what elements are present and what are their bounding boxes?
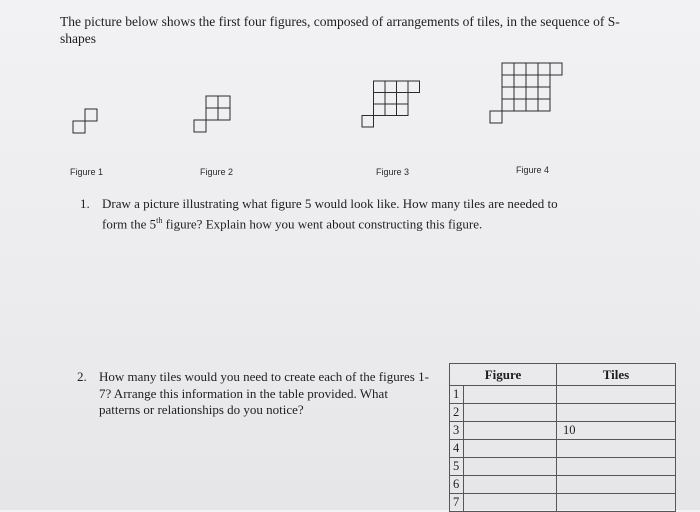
table-row xyxy=(450,476,676,494)
figure-3-drawing xyxy=(361,80,421,128)
tile xyxy=(362,116,374,128)
tile xyxy=(526,75,538,87)
tile xyxy=(526,99,538,111)
tile xyxy=(73,121,85,133)
tile xyxy=(218,108,230,120)
table-row xyxy=(450,494,676,512)
figure-number-cell: 4 xyxy=(450,440,464,458)
tile xyxy=(526,63,538,75)
figure-number-cell: 7 xyxy=(450,494,464,512)
tile xyxy=(538,75,550,87)
tile xyxy=(85,109,97,121)
question-1-number: 1. xyxy=(80,196,90,211)
figure-empty-cell[interactable] xyxy=(464,422,557,440)
intro-text: The picture below shows the first four figures, composed of arrangements of tiles, in the sequence of S-shapes xyxy=(60,14,620,46)
tiles-cell[interactable] xyxy=(557,386,676,404)
tile xyxy=(514,99,526,111)
figure-4-label: Figure 4 xyxy=(516,165,550,175)
figure-empty-cell[interactable] xyxy=(464,386,557,404)
tile xyxy=(502,99,514,111)
table-row xyxy=(450,440,676,458)
table-row xyxy=(450,458,676,476)
figure-number-cell: 3 xyxy=(450,422,464,440)
tile xyxy=(502,87,514,99)
table-row xyxy=(450,404,676,422)
tile xyxy=(218,96,230,108)
tile xyxy=(397,81,409,93)
table-header-tiles: Tiles xyxy=(557,364,676,386)
table-row xyxy=(450,422,676,440)
tile-figure xyxy=(193,95,231,133)
tile-figure xyxy=(489,62,563,124)
question-1-text: Draw a picture illustrating what figure 5 would look like. How many tiles are needed to form the 5th figure? Explain how you went about constructing this figure. xyxy=(102,196,558,231)
tile xyxy=(526,87,538,99)
question-2-text: How many tiles would you need to create each of the figures 1-7? Arrange this information in the table provided. What patterns or relationships do you notice? xyxy=(99,369,429,417)
figure-empty-cell[interactable] xyxy=(464,458,557,476)
tile xyxy=(206,108,218,120)
tiles-cell[interactable] xyxy=(557,494,676,512)
table-header-row xyxy=(450,364,676,386)
figure-empty-cell[interactable] xyxy=(464,404,557,422)
tile xyxy=(538,87,550,99)
question-2 xyxy=(77,369,432,419)
tile xyxy=(514,75,526,87)
tile xyxy=(514,87,526,99)
tiles-cell[interactable] xyxy=(557,476,676,494)
figure-2-label: Figure 2 xyxy=(200,167,234,177)
figure-1-drawing xyxy=(72,108,98,134)
tiles-cell[interactable] xyxy=(557,440,676,458)
figure-1-label: Figure 1 xyxy=(70,167,104,177)
figure-number-cell: 1 xyxy=(450,386,464,404)
tile xyxy=(397,104,409,116)
figure-3-label: Figure 3 xyxy=(376,167,410,177)
tile xyxy=(538,99,550,111)
tile-figure xyxy=(72,108,98,134)
tile xyxy=(397,93,409,105)
tile xyxy=(550,63,562,75)
figure-number-cell: 2 xyxy=(450,404,464,422)
tile xyxy=(502,63,514,75)
figure-4-drawing xyxy=(489,62,563,124)
figure-2-drawing xyxy=(193,95,231,133)
table-row xyxy=(450,386,676,404)
question-2-number: 2. xyxy=(77,369,87,384)
tile xyxy=(206,96,218,108)
tiles-cell[interactable] xyxy=(557,458,676,476)
figure-empty-cell[interactable] xyxy=(464,440,557,458)
figure-empty-cell[interactable] xyxy=(464,476,557,494)
tile xyxy=(385,81,397,93)
question-1 xyxy=(80,196,580,232)
tile xyxy=(502,75,514,87)
figure-number-cell: 6 xyxy=(450,476,464,494)
tile xyxy=(374,93,386,105)
tile xyxy=(538,63,550,75)
tile xyxy=(385,93,397,105)
tile xyxy=(374,81,386,93)
tile xyxy=(194,120,206,132)
tiles-cell[interactable] xyxy=(557,404,676,422)
tile xyxy=(490,111,502,123)
figure-number-cell: 5 xyxy=(450,458,464,476)
tile xyxy=(408,81,420,93)
table-header-figure: Figure xyxy=(450,364,557,386)
figure-empty-cell[interactable] xyxy=(464,494,557,512)
tiles-cell[interactable]: 10 xyxy=(557,422,676,440)
tile xyxy=(374,104,386,116)
tile xyxy=(514,63,526,75)
tile-figure xyxy=(361,80,421,128)
tiles-table xyxy=(449,363,676,512)
tile xyxy=(385,104,397,116)
